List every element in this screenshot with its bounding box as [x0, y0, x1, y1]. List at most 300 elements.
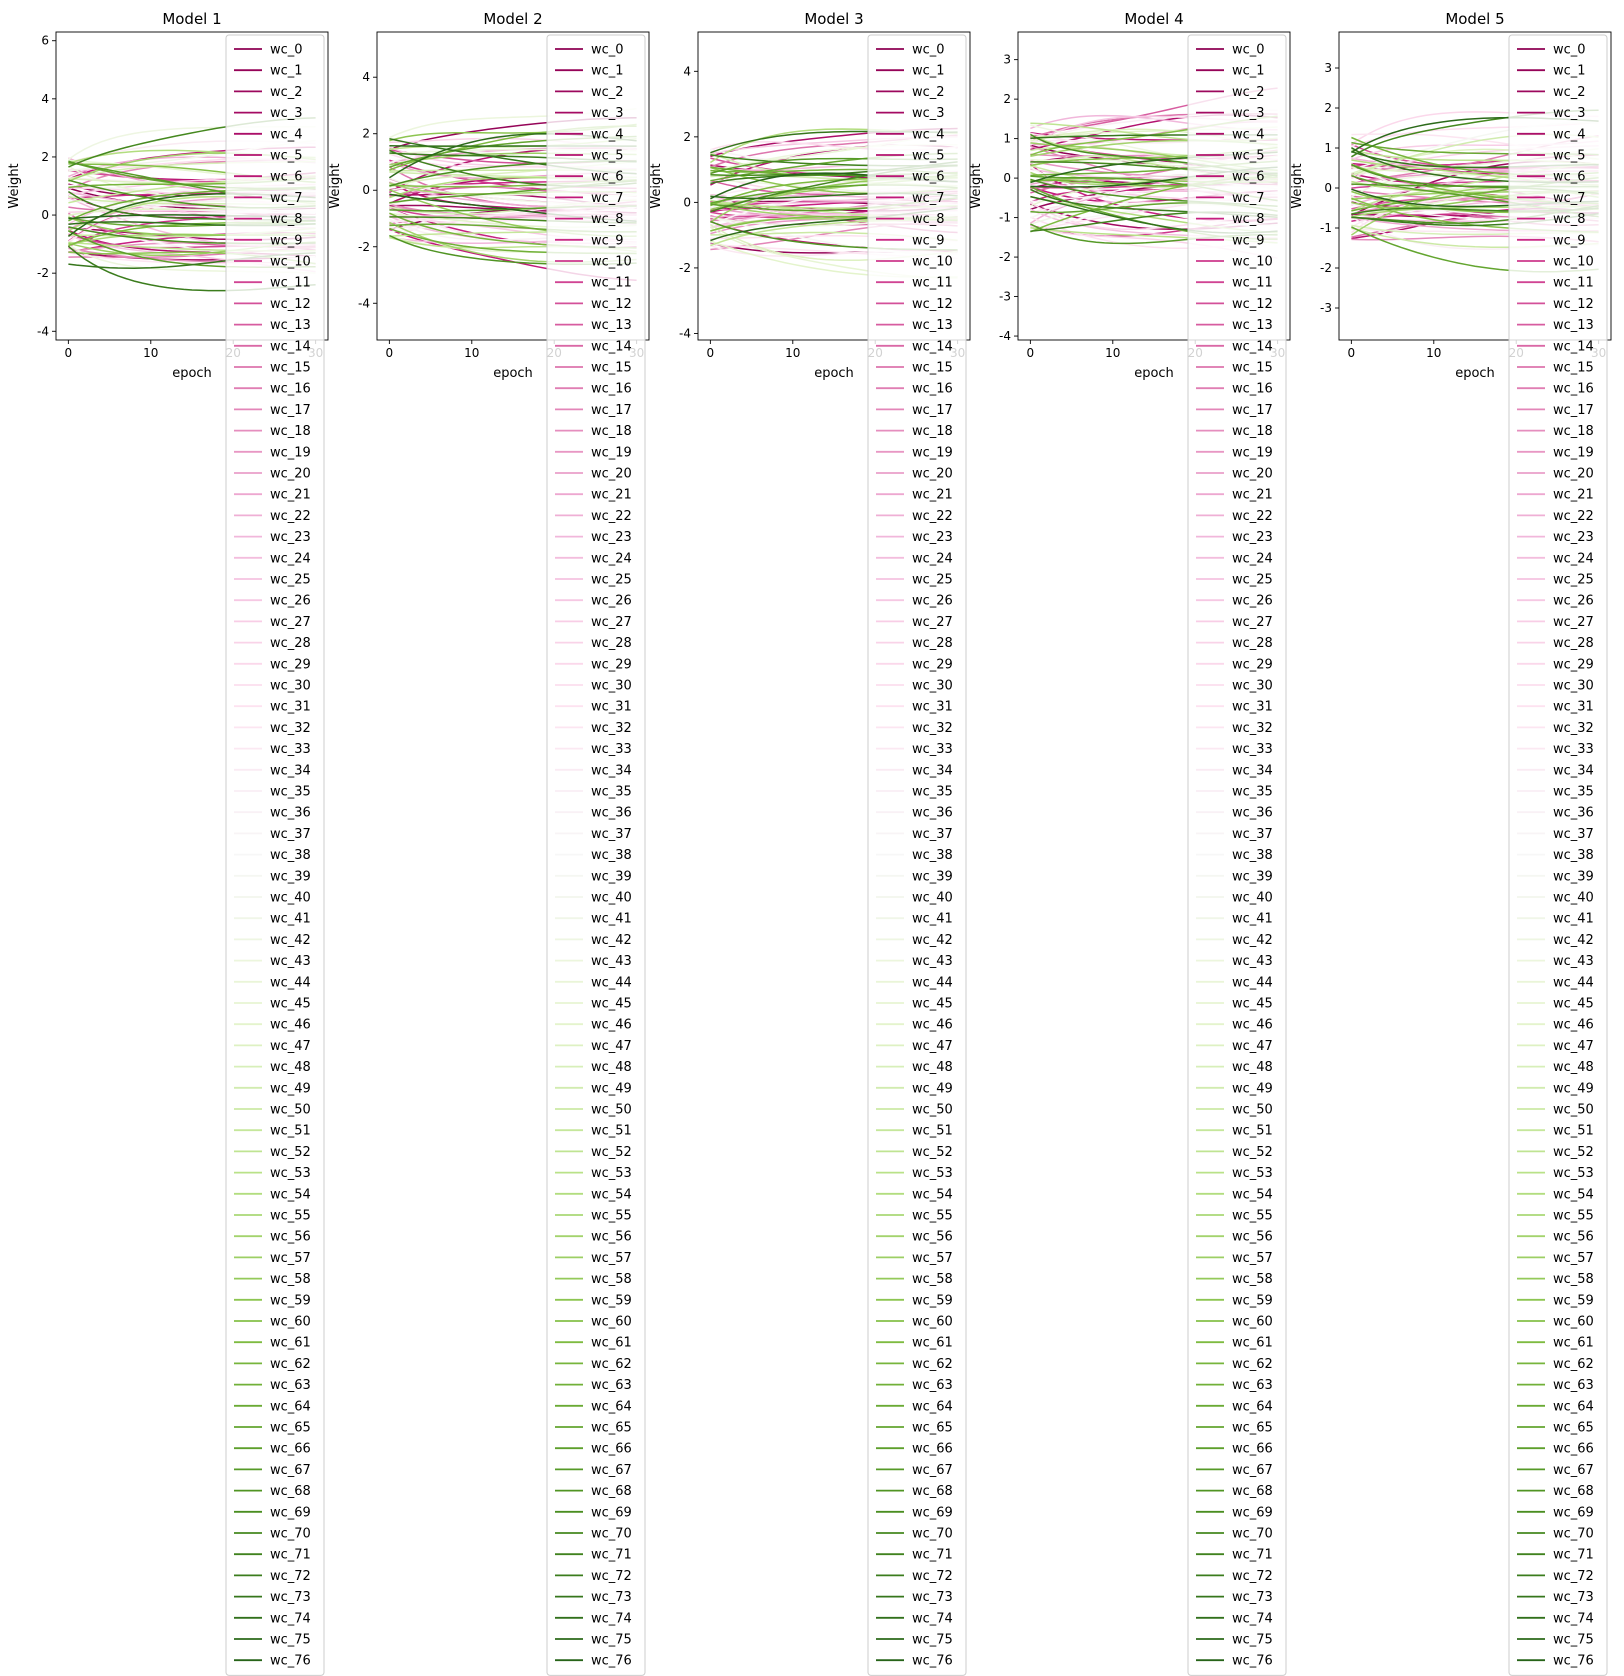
legend-entry: wc_30 [1232, 678, 1273, 694]
legend [868, 35, 966, 1675]
legend-entry: wc_32 [1232, 720, 1273, 736]
legend-entry: wc_15 [912, 360, 953, 376]
legend-entry: wc_41 [1232, 911, 1273, 927]
legend-entry: wc_10 [1232, 254, 1273, 270]
legend-entry: wc_47 [1553, 1038, 1594, 1054]
legend-entry: wc_29 [912, 657, 953, 673]
legend-entry: wc_31 [591, 699, 632, 715]
legend-entry: wc_59 [1232, 1293, 1273, 1309]
legend-entry: wc_54 [912, 1187, 953, 1203]
legend-entry: wc_6 [1232, 169, 1265, 185]
legend-entry: wc_40 [591, 890, 632, 906]
legend-entry: wc_73 [1553, 1590, 1594, 1606]
legend-entry: wc_49 [912, 1081, 953, 1097]
legend-entry: wc_14 [1553, 339, 1594, 355]
legend-entry: wc_26 [591, 593, 632, 609]
legend-entry: wc_39 [270, 869, 311, 885]
legend-entry: wc_68 [270, 1484, 311, 1500]
legend-entry: wc_8 [591, 212, 624, 228]
legend-entry: wc_13 [1553, 318, 1594, 334]
legend-entry: wc_26 [1232, 593, 1273, 609]
legend-entry: wc_19 [1553, 445, 1594, 461]
legend-entry: wc_16 [1553, 381, 1594, 397]
legend-entry: wc_35 [1553, 784, 1594, 800]
legend-entry: wc_71 [912, 1547, 953, 1563]
legend-entry: wc_7 [270, 190, 303, 206]
legend-entry: wc_56 [591, 1229, 632, 1245]
legend-entry: wc_28 [912, 636, 953, 652]
legend-entry: wc_38 [591, 848, 632, 864]
legend-entry: wc_4 [1553, 127, 1586, 143]
legend [1188, 35, 1286, 1675]
legend-entry: wc_5 [270, 148, 303, 164]
legend-entry: wc_54 [270, 1187, 311, 1203]
legend-entry: wc_66 [1553, 1441, 1594, 1457]
legend-entry: wc_61 [591, 1335, 632, 1351]
legend-entry: wc_18 [1232, 424, 1273, 440]
legend-entry: wc_37 [1232, 826, 1273, 842]
legend-entry: wc_30 [912, 678, 953, 694]
y-tick-label: 3 [1003, 52, 1011, 67]
legend-entry: wc_57 [912, 1250, 953, 1266]
legend-entry: wc_74 [912, 1611, 953, 1627]
subplot-title: Model 4 [1124, 10, 1184, 28]
legend-entry: wc_6 [270, 169, 303, 185]
legend-entry: wc_52 [591, 1144, 632, 1160]
y-tick-label: 1 [1003, 131, 1011, 146]
legend-entry: wc_72 [1553, 1568, 1594, 1584]
legend-entry: wc_28 [1553, 636, 1594, 652]
y-tick-label: -3 [999, 289, 1011, 304]
legend-entry: wc_75 [912, 1632, 953, 1648]
legend-entry: wc_68 [591, 1484, 632, 1500]
y-tick-label: -2 [37, 266, 49, 281]
legend-entry: wc_41 [1553, 911, 1594, 927]
legend-entry: wc_19 [591, 445, 632, 461]
legend-entry: wc_53 [270, 1166, 311, 1182]
legend-entry: wc_59 [912, 1293, 953, 1309]
legend-entry: wc_8 [1232, 212, 1265, 228]
legend-entry: wc_65 [270, 1420, 311, 1436]
legend-entry: wc_12 [270, 296, 311, 312]
legend-entry: wc_7 [591, 190, 624, 206]
subplot-model-1 [7, 10, 328, 1675]
x-tick-label: 0 [1026, 346, 1035, 360]
subplot-title: Model 2 [483, 10, 543, 28]
legend-entry: wc_55 [270, 1208, 311, 1224]
x-tick-label: 10 [143, 346, 159, 360]
legend-entry: wc_40 [270, 890, 311, 906]
x-tick-label: 0 [706, 346, 715, 360]
legend-entry: wc_14 [270, 339, 311, 355]
legend-entry: wc_32 [1553, 720, 1594, 736]
legend-entry: wc_15 [1232, 360, 1273, 376]
legend-entry: wc_33 [912, 742, 953, 758]
legend-entry: wc_72 [270, 1568, 311, 1584]
y-axis-label: Weight [969, 163, 984, 209]
x-axis-label: epoch [814, 366, 854, 381]
legend-entry: wc_74 [591, 1611, 632, 1627]
legend-entry: wc_44 [270, 975, 311, 991]
legend-entry: wc_21 [270, 487, 311, 503]
y-tick-label: 2 [362, 126, 370, 141]
legend-entry: wc_65 [1553, 1420, 1594, 1436]
legend-entry: wc_71 [270, 1547, 311, 1563]
legend-entry: wc_55 [1553, 1208, 1594, 1224]
legend-entry: wc_18 [270, 424, 311, 440]
legend-entry: wc_20 [591, 466, 632, 482]
legend-entry: wc_61 [1232, 1335, 1273, 1351]
legend-entry: wc_42 [591, 932, 632, 948]
legend-entry: wc_9 [1553, 233, 1586, 249]
legend-entry: wc_36 [912, 805, 953, 821]
legend-entry: wc_39 [591, 869, 632, 885]
legend-entry: wc_35 [270, 784, 311, 800]
legend-entry: wc_48 [1553, 1060, 1594, 1076]
legend-entry: wc_75 [1553, 1632, 1594, 1648]
legend-entry: wc_45 [1553, 996, 1594, 1012]
legend-entry: wc_47 [1232, 1038, 1273, 1054]
legend-entry: wc_45 [591, 996, 632, 1012]
subplot-model-4 [969, 10, 1290, 1675]
y-tick-label: -4 [999, 329, 1011, 344]
subplot-title: Model 3 [804, 10, 864, 28]
legend-entry: wc_60 [591, 1314, 632, 1330]
legend-entry: wc_3 [912, 106, 945, 122]
legend-entry: wc_68 [1232, 1484, 1273, 1500]
legend-entry: wc_48 [591, 1060, 632, 1076]
legend-entry: wc_43 [270, 954, 311, 970]
legend-entry: wc_53 [591, 1166, 632, 1182]
legend-entry: wc_10 [1553, 254, 1594, 270]
legend-entry: wc_34 [591, 763, 632, 779]
legend-entry: wc_16 [591, 381, 632, 397]
x-axis-label: epoch [172, 366, 212, 381]
legend-entry: wc_25 [1553, 572, 1594, 588]
legend-entry: wc_11 [270, 275, 311, 291]
legend-entry: wc_46 [1232, 1017, 1273, 1033]
legend-entry: wc_17 [591, 402, 632, 418]
legend-entry: wc_76 [1553, 1653, 1594, 1669]
legend-entry: wc_66 [912, 1441, 953, 1457]
legend-entry: wc_13 [912, 318, 953, 334]
legend-entry: wc_12 [912, 296, 953, 312]
legend-entry: wc_60 [270, 1314, 311, 1330]
legend-entry: wc_24 [270, 551, 311, 567]
y-axis-label: Weight [328, 163, 343, 209]
legend [1509, 35, 1607, 1675]
legend-entry: wc_9 [1232, 233, 1265, 249]
legend-entry: wc_30 [1553, 678, 1594, 694]
legend-entry: wc_44 [912, 975, 953, 991]
legend-entry: wc_29 [270, 657, 311, 673]
legend-entry: wc_21 [591, 487, 632, 503]
legend-entry: wc_66 [270, 1441, 311, 1457]
legend-entry: wc_69 [1232, 1505, 1273, 1521]
legend-entry: wc_41 [270, 911, 311, 927]
x-axis-label: epoch [1134, 366, 1174, 381]
legend-entry: wc_29 [1553, 657, 1594, 673]
legend-entry: wc_28 [591, 636, 632, 652]
legend-entry: wc_63 [1232, 1378, 1273, 1394]
legend-entry: wc_67 [270, 1462, 311, 1478]
legend-entry: wc_10 [591, 254, 632, 270]
legend-entry: wc_62 [270, 1356, 311, 1372]
legend-entry: wc_47 [591, 1038, 632, 1054]
subplot-title: Model 5 [1445, 10, 1505, 28]
x-tick-label: 0 [1347, 346, 1356, 360]
legend-entry: wc_3 [591, 106, 624, 122]
legend-entry: wc_23 [591, 530, 632, 546]
legend-entry: wc_2 [591, 84, 624, 100]
legend-entry: wc_59 [591, 1293, 632, 1309]
y-tick-label: -4 [358, 296, 370, 311]
legend-entry: wc_32 [270, 720, 311, 736]
legend-entry: wc_63 [270, 1378, 311, 1394]
legend-entry: wc_49 [1553, 1081, 1594, 1097]
legend-entry: wc_19 [912, 445, 953, 461]
legend-entry: wc_64 [912, 1399, 953, 1415]
x-tick-label: 10 [464, 346, 480, 360]
legend-entry: wc_50 [591, 1102, 632, 1118]
y-tick-label: 0 [1324, 181, 1332, 195]
x-tick-label: 0 [385, 346, 394, 360]
legend-entry: wc_27 [270, 614, 311, 630]
legend-entry: wc_39 [912, 869, 953, 885]
legend-entry: wc_72 [591, 1568, 632, 1584]
y-tick-label: 0 [362, 183, 370, 198]
legend-entry: wc_21 [1232, 487, 1273, 503]
y-axis-label: Weight [7, 163, 22, 209]
legend-entry: wc_34 [1553, 763, 1594, 779]
legend [226, 35, 324, 1675]
y-tick-label: 4 [362, 70, 370, 85]
legend-entry: wc_17 [1232, 402, 1273, 418]
legend-entry: wc_63 [1553, 1378, 1594, 1394]
legend-entry: wc_73 [1232, 1590, 1273, 1606]
legend-entry: wc_17 [270, 402, 311, 418]
legend-entry: wc_59 [1553, 1293, 1594, 1309]
legend-entry: wc_36 [1553, 805, 1594, 821]
legend-entry: wc_33 [270, 742, 311, 758]
legend-entry: wc_64 [1553, 1399, 1594, 1415]
legend-entry: wc_69 [270, 1505, 311, 1521]
legend-entry: wc_23 [270, 530, 311, 546]
legend-entry: wc_26 [270, 593, 311, 609]
y-tick-label: -2 [358, 239, 370, 254]
legend-entry: wc_74 [270, 1611, 311, 1627]
legend-entry: wc_22 [1232, 508, 1273, 524]
legend-entry: wc_45 [912, 996, 953, 1012]
subplot-model-5 [1290, 10, 1611, 1675]
legend-entry: wc_65 [591, 1420, 632, 1436]
legend-entry: wc_28 [1232, 636, 1273, 652]
legend-entry: wc_43 [1232, 954, 1273, 970]
legend-entry: wc_75 [591, 1632, 632, 1648]
legend-entry: wc_11 [912, 275, 953, 291]
legend-entry: wc_67 [1553, 1462, 1594, 1478]
legend-entry: wc_47 [270, 1038, 311, 1054]
legend-entry: wc_70 [1553, 1526, 1594, 1542]
legend-entry: wc_51 [1232, 1123, 1273, 1139]
legend-entry: wc_32 [591, 720, 632, 736]
legend-entry: wc_44 [1232, 975, 1273, 991]
legend-entry: wc_30 [270, 678, 311, 694]
legend-entry: wc_40 [1232, 890, 1273, 906]
x-axis-label: epoch [1455, 366, 1495, 381]
legend-entry: wc_40 [912, 890, 953, 906]
legend-entry: wc_16 [1232, 381, 1273, 397]
legend-entry: wc_70 [270, 1526, 311, 1542]
legend-entry: wc_20 [270, 466, 311, 482]
legend-entry: wc_58 [1232, 1272, 1273, 1288]
legend-entry: wc_0 [270, 42, 303, 58]
y-tick-label: 4 [683, 64, 691, 79]
legend-entry: wc_33 [1553, 742, 1594, 758]
legend-entry: wc_16 [912, 381, 953, 397]
legend-entry: wc_18 [591, 424, 632, 440]
legend-entry: wc_50 [1553, 1102, 1594, 1118]
legend-entry: wc_8 [1553, 212, 1586, 228]
legend-entry: wc_28 [270, 636, 311, 652]
legend-entry: wc_42 [1553, 932, 1594, 948]
legend-entry: wc_60 [1553, 1314, 1594, 1330]
legend-entry: wc_40 [1553, 890, 1594, 906]
legend-entry: wc_58 [1553, 1272, 1594, 1288]
legend-entry: wc_25 [591, 572, 632, 588]
legend-entry: wc_20 [1553, 466, 1594, 482]
legend-entry: wc_5 [591, 148, 624, 164]
legend-entry: wc_56 [912, 1229, 953, 1245]
legend-entry: wc_1 [1553, 63, 1586, 79]
legend-entry: wc_24 [912, 551, 953, 567]
legend-entry: wc_17 [912, 402, 953, 418]
legend-entry: wc_46 [912, 1017, 953, 1033]
y-tick-label: -2 [999, 250, 1011, 265]
subplot-model-2 [328, 10, 649, 1675]
legend-entry: wc_3 [1232, 106, 1265, 122]
legend-entry: wc_76 [912, 1653, 953, 1669]
legend-entry: wc_38 [1553, 848, 1594, 864]
legend-entry: wc_14 [591, 339, 632, 355]
y-tick-label: -4 [679, 326, 691, 341]
legend-entry: wc_73 [912, 1590, 953, 1606]
legend-entry: wc_11 [1553, 275, 1594, 291]
legend-entry: wc_32 [912, 720, 953, 736]
y-tick-label: -2 [679, 260, 691, 275]
legend-entry: wc_13 [270, 318, 311, 334]
legend-entry: wc_37 [591, 826, 632, 842]
legend-entry: wc_56 [270, 1229, 311, 1245]
legend-entry: wc_50 [270, 1102, 311, 1118]
legend-entry: wc_66 [591, 1441, 632, 1457]
legend-entry: wc_44 [1553, 975, 1594, 991]
legend-entry: wc_51 [591, 1123, 632, 1139]
legend-entry: wc_48 [270, 1060, 311, 1076]
legend-entry: wc_38 [270, 848, 311, 864]
legend-entry: wc_7 [1553, 190, 1586, 206]
legend-entry: wc_57 [1232, 1250, 1273, 1266]
legend-entry: wc_76 [591, 1653, 632, 1669]
legend-entry: wc_0 [591, 42, 624, 58]
legend-entry: wc_58 [591, 1272, 632, 1288]
y-tick-label: -1 [1320, 221, 1332, 235]
legend-entry: wc_39 [1553, 869, 1594, 885]
legend-entry: wc_35 [591, 784, 632, 800]
legend-entry: wc_55 [912, 1208, 953, 1224]
legend-entry: wc_46 [270, 1017, 311, 1033]
legend-entry: wc_21 [1553, 487, 1594, 503]
legend-entry: wc_6 [912, 169, 945, 185]
legend-entry: wc_22 [912, 508, 953, 524]
legend [547, 35, 645, 1675]
legend-entry: wc_73 [270, 1590, 311, 1606]
legend-entry: wc_62 [591, 1356, 632, 1372]
legend-entry: wc_76 [1232, 1653, 1273, 1669]
legend-entry: wc_56 [1553, 1229, 1594, 1245]
x-tick-label: 10 [1426, 346, 1442, 360]
y-tick-label: -3 [1320, 301, 1332, 315]
legend-entry: wc_9 [591, 233, 624, 249]
legend-entry: wc_31 [912, 699, 953, 715]
legend-entry: wc_49 [591, 1081, 632, 1097]
y-tick-label: 4 [41, 91, 49, 106]
legend-entry: wc_13 [591, 318, 632, 334]
legend-entry: wc_18 [1553, 424, 1594, 440]
legend-entry: wc_25 [1232, 572, 1273, 588]
legend-entry: wc_66 [1232, 1441, 1273, 1457]
legend-entry: wc_68 [912, 1484, 953, 1500]
legend-entry: wc_52 [1553, 1144, 1594, 1160]
y-tick-label: 0 [41, 208, 49, 223]
legend-entry: wc_76 [270, 1653, 311, 1669]
legend-entry: wc_42 [270, 932, 311, 948]
legend-entry: wc_52 [1232, 1144, 1273, 1160]
y-tick-label: 2 [1003, 92, 1011, 107]
legend-entry: wc_59 [270, 1293, 311, 1309]
legend-entry: wc_69 [591, 1505, 632, 1521]
legend-entry: wc_36 [1232, 805, 1273, 821]
subplot-model-3 [649, 10, 970, 1675]
legend-entry: wc_4 [912, 127, 945, 143]
legend-entry: wc_64 [1232, 1399, 1273, 1415]
legend-entry: wc_38 [1232, 848, 1273, 864]
legend-entry: wc_15 [1553, 360, 1594, 376]
legend-entry: wc_63 [912, 1378, 953, 1394]
legend-entry: wc_45 [1232, 996, 1273, 1012]
legend-entry: wc_60 [1232, 1314, 1273, 1330]
legend-entry: wc_8 [912, 212, 945, 228]
y-tick-label: 2 [41, 149, 49, 164]
legend-entry: wc_43 [1553, 954, 1594, 970]
legend-entry: wc_35 [912, 784, 953, 800]
legend-entry: wc_12 [1553, 296, 1594, 312]
legend-entry: wc_1 [1232, 63, 1265, 79]
legend-entry: wc_8 [270, 212, 303, 228]
legend-entry: wc_42 [912, 932, 953, 948]
legend-entry: wc_7 [1232, 190, 1265, 206]
legend-entry: wc_34 [270, 763, 311, 779]
legend-entry: wc_4 [1232, 127, 1265, 143]
legend-entry: wc_75 [1232, 1632, 1273, 1648]
legend-entry: wc_55 [1232, 1208, 1273, 1224]
legend-entry: wc_54 [1553, 1187, 1594, 1203]
legend-entry: wc_49 [270, 1081, 311, 1097]
legend-entry: wc_60 [912, 1314, 953, 1330]
legend-entry: wc_67 [912, 1462, 953, 1478]
legend-entry: wc_22 [591, 508, 632, 524]
legend-entry: wc_26 [1553, 593, 1594, 609]
